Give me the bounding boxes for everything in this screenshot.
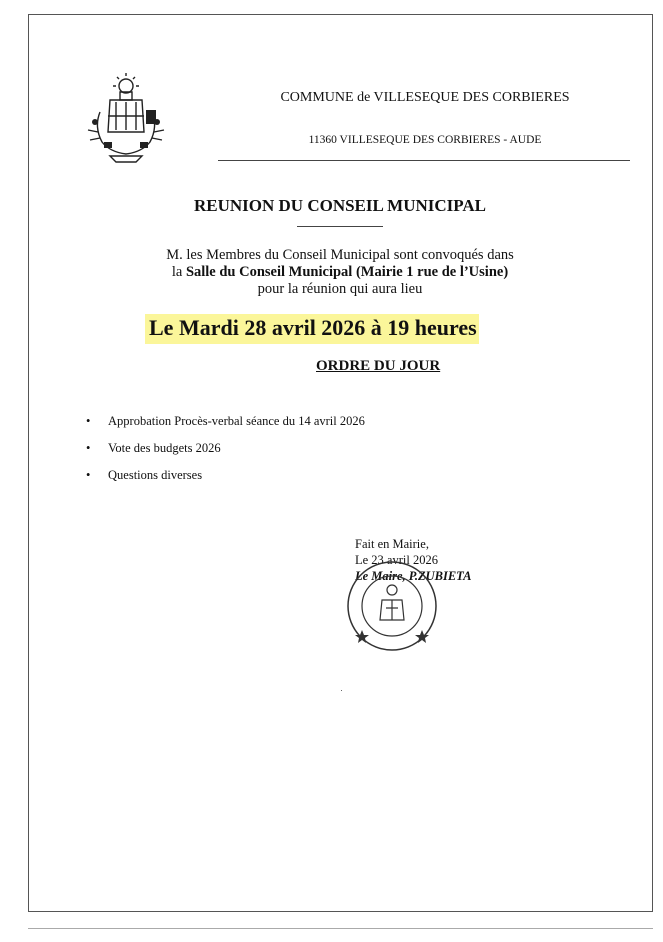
intro-line-1: M. les Membres du Conseil Municipal sont convoqués dans — [166, 247, 514, 263]
agenda-heading: ORDRE DU JOUR — [316, 358, 441, 374]
convocation-text — [100, 247, 580, 298]
signoff-place: Fait en Mairie, — [355, 537, 429, 551]
commune-name: COMMUNE de VILLESEQUE DES CORBIERES — [280, 90, 570, 105]
commune-address: 11360 VILLESEQUE DES CORBIERES - AUDE — [308, 134, 542, 146]
meeting-date: Le Mardi 28 avril 2026 à 19 heures — [145, 314, 479, 344]
agenda-item — [86, 414, 365, 441]
agenda-item — [86, 468, 365, 495]
page-title: REUNION DU CONSEIL MUNICIPAL — [193, 196, 487, 215]
intro-line-2-prefix: la — [171, 264, 186, 280]
bullet-icon: • — [86, 441, 91, 455]
agenda-item-text: Questions diverses — [108, 468, 203, 482]
page-bottom-edge — [28, 928, 653, 929]
agenda-item — [86, 441, 365, 468]
meeting-location: Salle du Conseil Municipal (Mairie 1 rue de l’Usine) — [185, 264, 509, 280]
speck — [341, 690, 342, 691]
signoff-date: Le 23 avril 2026 — [355, 553, 438, 567]
header-divider — [218, 160, 630, 161]
agenda-item-text: Approbation Procès-verbal séance du 14 avril 2026 — [108, 414, 365, 428]
official-seal-icon — [346, 560, 438, 652]
agenda-item-text: Vote des budgets 2026 — [108, 441, 221, 455]
mayor-signature: Le Maire, P.ZUBIETA — [355, 569, 472, 583]
municipal-coat-of-arms-icon — [80, 72, 175, 167]
agenda-list — [86, 414, 365, 495]
intro-line-3: pour la réunion qui aura lieu — [257, 281, 423, 297]
intro-line-2 — [100, 264, 580, 281]
title-divider — [297, 226, 383, 227]
bullet-icon: • — [86, 414, 91, 428]
bullet-icon: • — [86, 468, 91, 482]
